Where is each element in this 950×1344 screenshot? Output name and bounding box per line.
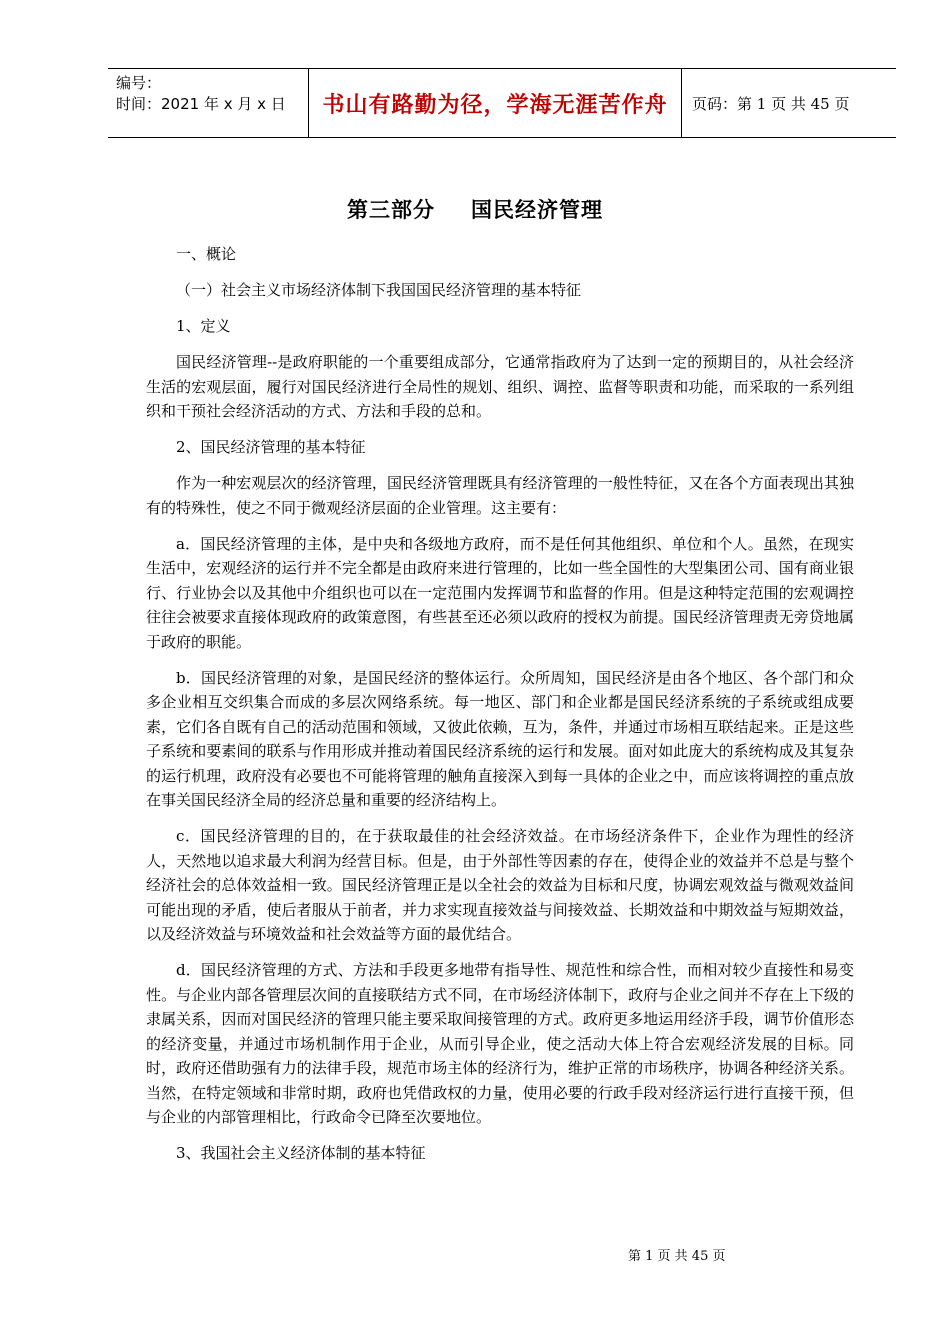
header-meta: [108, 69, 308, 137]
paragraph: c．国民经济管理的目的，在于获取最佳的社会经济效益。在市场经济条件下，企业作为理性的经济人，天然地以追求最大利润为经营目标。但是，由于外部性等因素的存在，使得企业的效益并不总是与整个经济社会的总体效益相一致。国民经济管理正是以全社会的效益为目标和尺度，协调宏观效益与微观效益间可能出现的矛盾，使后者服从于前者，并力求实现直接效益与间接效益、长期效益和中期效益与短期效益，以及经济效益与环境效益和社会效益等方面的最优结合。: [146, 827, 854, 943]
item-heading: 3、我国社会主义经济体制的基本特征: [176, 1144, 426, 1162]
paragraph: d．国民经济管理的方式、方法和手段更多地带有指导性、规范性和综合性，而相对较少直接性和易变性。与企业内部各管理层次间的直接联结方式不同，在市场经济体制下，政府与企业之间并不存在上下级的隶属关系，因而对国民经济的管理只能主要采取间接管理的方式。政府更多地运用经济手段，调节价值形态的经济变量，并通过市场机制作用于企业，从而引导企业，使之活动大体上符合宏观经济发展的目标。同时，政府还借助强有力的法律手段，规范市场主体的经济行为，维护正常的市场秩序，协调各种经济关系。当然，在特定领域和非常时期，政府也凭借政权的力量，使用必要的行政手段对经济运行进行直接干预，但与企业的内部管理相比，行政命令已降至次要地位。: [146, 961, 854, 1126]
title-part: 第三部分: [347, 197, 435, 222]
paragraph: b．国民经济管理的对象，是国民经济的整体运行。众所周知，国民经济是由各个地区、各个部门和众多企业相互交织集合而成的多层次网络系统。每一地区、部门和企业都是国民经济系统的子系统或组成要素，它们各自既有自己的活动范围和领域，又彼此依赖，互为，条件，并通过市场相互联结起来。正是这些子系统和要素间的联系与作用形成并推动着国民经济系统的运行和发展。面对如此庞大的系统构成及其复杂的运行机理，政府没有必要也不可能将管理的触角直接深入到每一具体的企业之中，而应该将调控的重点放在事关国民经济全局的经济总量和重要的经济结构上。: [146, 668, 854, 809]
section-heading: 一、概论: [176, 245, 237, 263]
title-name: 国民经济管理: [471, 197, 603, 222]
header-page-info: 页码：第 1 页 共 45 页: [692, 94, 850, 113]
paragraph: a．国民经济管理的主体，是中央和各级地方政府，而不是任何其他组织、单位和个人。虽然，在现实生活中，宏观经济的运行并不完全都是由政府来进行管理的，比如一些全国性的大型集团公司、国有商业银行、行业协会以及其他中介组织也可以在一定范围内发挥调节和监督的作用。但是这种特定范围的宏观调控往往会被要求直接体现政府的政策意图，有些甚至还必须以政府的授权为前提。国民经济管理责无旁贷地属于政府的职能。: [146, 534, 854, 651]
document-body: [146, 242, 854, 1177]
item-heading: 2、国民经济管理的基本特征: [176, 438, 366, 456]
page-footer: 第 1 页 共 45 页: [628, 1249, 726, 1264]
page-title: [0, 194, 950, 224]
subsection-heading: （一）社会主义市场经济体制下我国国民经济管理的基本特征: [176, 281, 582, 299]
header-table: [108, 68, 896, 138]
header-motto: 书山有路勤为径，学海无涯苦作舟: [308, 69, 682, 137]
item-heading: 1、定义: [176, 317, 231, 335]
document-number-label: 编号：: [116, 74, 162, 92]
paragraph: 作为一种宏观层次的经济管理，国民经济管理既具有经济管理的一般性特征，又在各个方面表现出其独有的特殊性，使之不同于微观经济层面的企业管理。这主要有：: [146, 474, 854, 517]
paragraph: 国民经济管理--是政府职能的一个重要组成部分，它通常指政府为了达到一定的预期目的，从社会经济生活的宏观层面，履行对国民经济进行全局性的规划、组织、调控、监督等职责和功能，而采取的一系列组织和干预社会经济活动的方式、方法和手段的总和。: [146, 353, 854, 420]
document-time: 时间：2021 年 x 月 x 日: [116, 95, 286, 113]
